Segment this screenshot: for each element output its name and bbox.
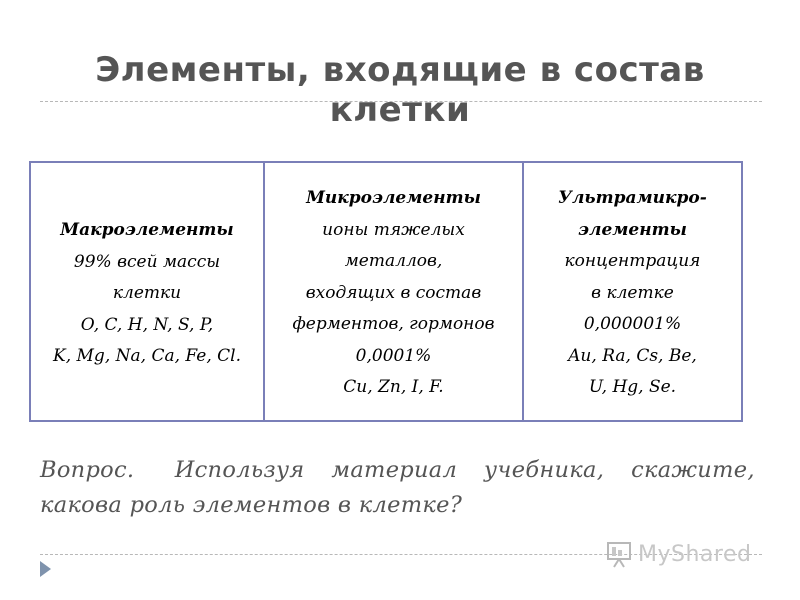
table-cell-line: 0,000001% xyxy=(583,314,682,334)
table-cell-line: входящих в состав xyxy=(305,282,482,303)
table-cell-line: K, Mg, Na, Ca, Fe, Cl. xyxy=(53,346,241,366)
table-column-macro xyxy=(31,163,263,420)
table-cell-line: клетки xyxy=(112,283,182,303)
table-cell-line: Au, Ra, Cs, Be, xyxy=(568,345,697,366)
question-line: какова роль элементов в клетке? xyxy=(40,492,463,518)
table-column-micro xyxy=(263,163,524,420)
table-cell-line: ионы тяжелых xyxy=(322,219,465,240)
question-text xyxy=(40,453,760,523)
table-cell-line: концентрация xyxy=(564,251,701,271)
presentation-board-icon xyxy=(606,540,634,568)
table-cell-line: Микроэлементы xyxy=(306,188,481,208)
table-cell-line: U, Hg, Se. xyxy=(588,377,677,397)
watermark-text: MyShared xyxy=(638,541,752,567)
table-cell-line: Макроэлементы xyxy=(60,220,234,240)
table-cell-line: в клетке xyxy=(591,282,674,303)
table-cell-line: металлов, xyxy=(344,251,443,271)
slide-marker-icon xyxy=(40,561,51,577)
title-divider xyxy=(40,101,762,102)
elements-table xyxy=(29,161,743,422)
watermark-logo xyxy=(606,540,751,568)
table-cell-line: O, C, H, N, S, P, xyxy=(80,314,214,335)
table-cell-line: элементы xyxy=(578,219,687,240)
table-cell-line: ферментов, гормонов xyxy=(292,314,495,334)
table-cell-line: 0,0001% xyxy=(355,345,432,366)
table-column-ultramicro xyxy=(524,163,741,420)
table-cell-line: 99% всей массы xyxy=(73,251,221,272)
table-cell-line: Ультрамикро- xyxy=(558,188,707,208)
slide-title: Элементы, входящие в состав клетки xyxy=(95,50,705,130)
question-line: Вопрос. Используя материал учебника, скажите, xyxy=(40,457,755,483)
table-cell-line: Cu, Zn, I, F. xyxy=(343,377,444,397)
